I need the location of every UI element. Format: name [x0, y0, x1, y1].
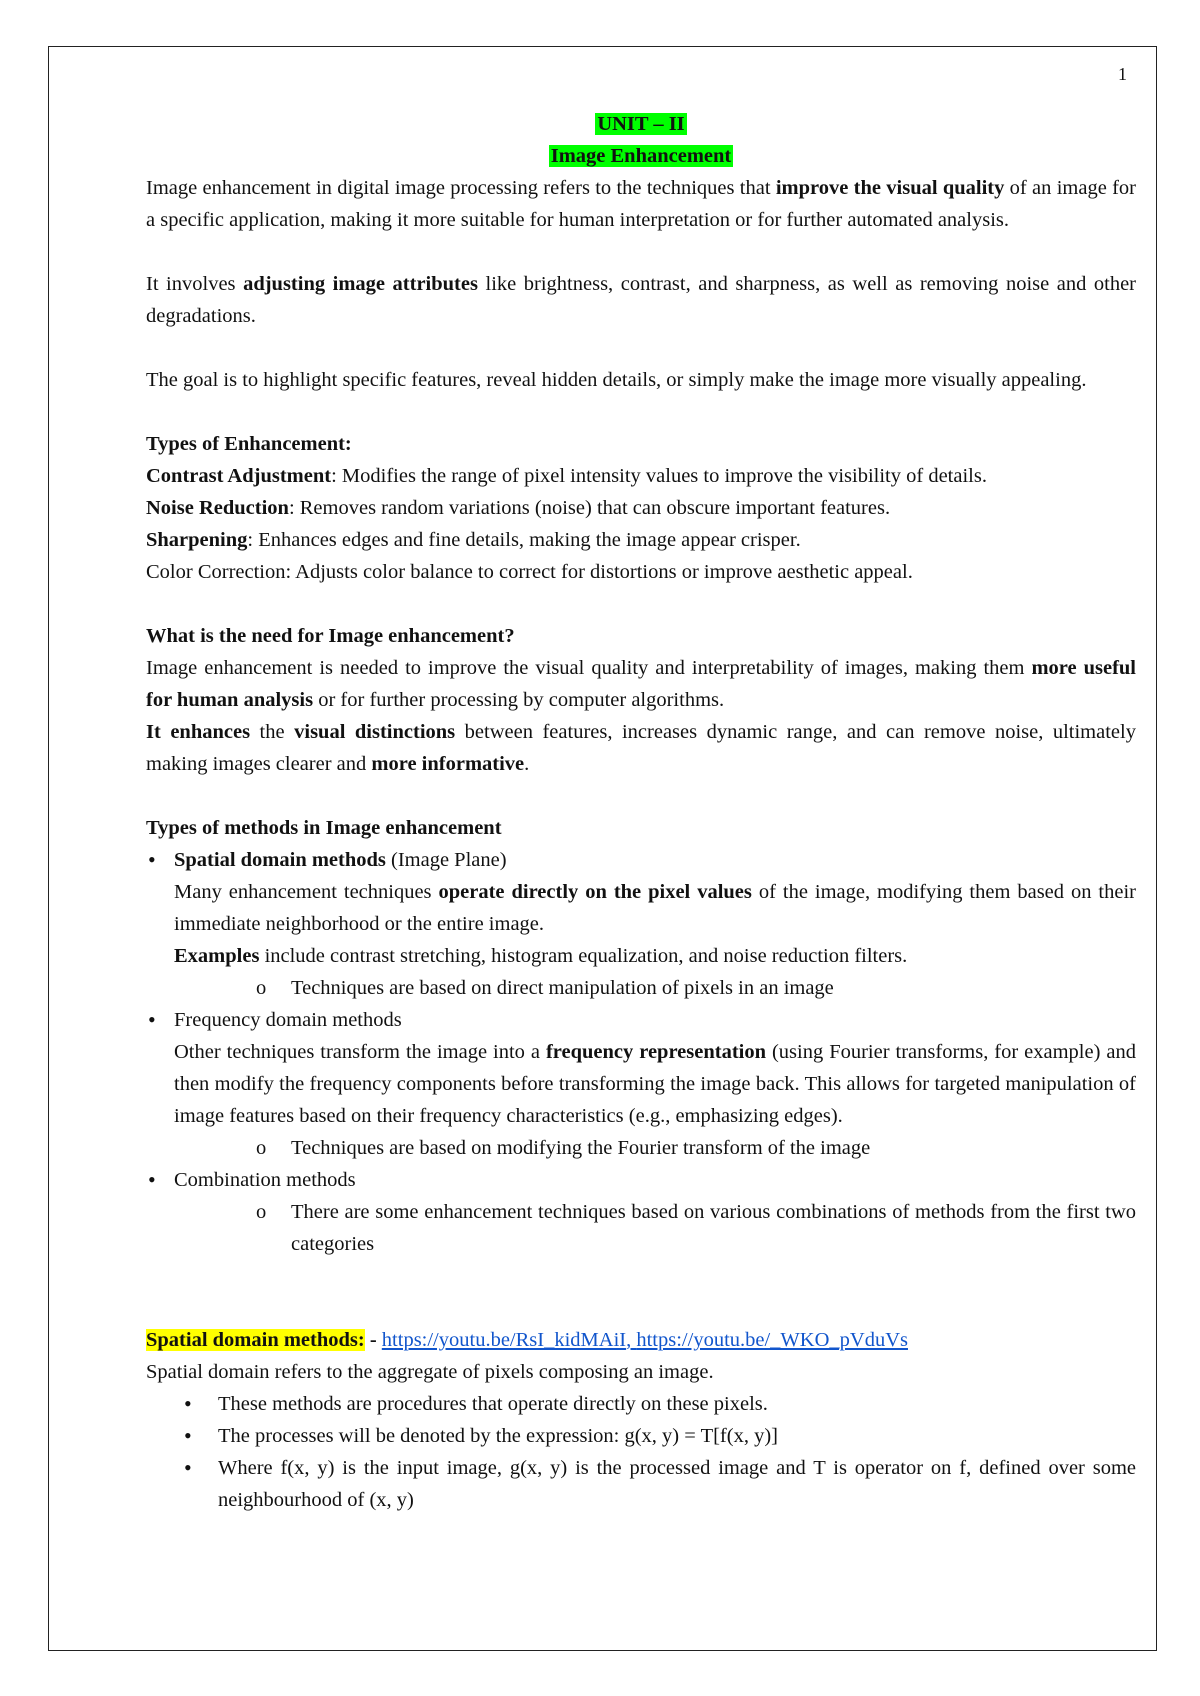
type-item: Color Correction: Adjusts color balance to correct for distortions or improve aesthetic appeal.	[146, 561, 913, 583]
need-heading: What is the need for Image enhancement?	[146, 625, 515, 647]
type-item: Contrast Adjustment: Modifies the range of pixel intensity values to improve the visibility of details.	[146, 465, 987, 487]
list-item: • Where f(x, y) is the input image, g(x, y) is the processed image and T is operator on f, defined over some neighbourhood of (x, y)	[146, 1452, 1136, 1516]
need-paragraph-1: Image enhancement is needed to improve the visual quality and interpretability of images, making them more useful for human analysis or for further processing by computer algorithms.	[146, 657, 1136, 711]
video-link-2[interactable]: https://youtu.be/_WKO_pVduVs	[636, 1329, 908, 1351]
methods-list	[146, 844, 1136, 972]
intro-paragraph-2: It involves adjusting image attributes like brightness, contrast, and sharpness, as well as removing noise and other degradations.	[146, 273, 1137, 327]
sub-list-item: o Techniques are based on direct manipulation of pixels in an image	[256, 977, 834, 999]
sub-list-item: o Techniques are based on modifying the Fourier transform of the image	[256, 1137, 871, 1159]
types-heading: Types of Enhancement:	[146, 433, 352, 455]
type-item: Sharpening: Enhances edges and fine details, making the image appear crisper.	[146, 529, 801, 551]
methods-heading: Types of methods in Image enhancement	[146, 817, 502, 839]
spatial-bullets	[146, 1388, 1136, 1516]
intro-paragraph-1: Image enhancement in digital image processing refers to the techniques that improve the visual quality of an image for a specific application, making it more suitable for human interpretation or for further automated analysis.	[146, 177, 1137, 231]
spatial-section-heading: Spatial domain methods: - https://youtu.be/RsI_kidMAiI, https://youtu.be/_WKO_pVduVs	[146, 1329, 908, 1351]
list-item: • These methods are procedures that operate directly on these pixels.	[146, 1388, 1136, 1420]
page-number: 1	[1118, 64, 1127, 84]
unit-heading: UNIT – II	[597, 113, 685, 135]
list-item: • The processes will be denoted by the expression: g(x, y) = T[f(x, y)]	[146, 1420, 1136, 1452]
sub-list-item: o There are some enhancement techniques based on various combinations of methods from the first two categories	[256, 1201, 1136, 1255]
list-item: • Frequency domain methods Other techniques transform the image into a frequency representation (using Fourier transforms, for example) and then modify the frequency components before transforming the image back. This allows for targeted manipulation of image features based on their frequency characteristics (e.g., emphasizing edges).	[146, 1004, 1136, 1132]
video-link-1[interactable]: https://youtu.be/RsI_kidMAiI	[381, 1329, 627, 1351]
spatial-intro: Spatial domain refers to the aggregate of pixels composing an image.	[146, 1361, 714, 1383]
list-item: • Combination methods	[146, 1164, 1136, 1196]
type-item: Noise Reduction: Removes random variations (noise) that can obscure important features.	[146, 497, 891, 519]
intro-paragraph-3: The goal is to highlight specific features, reveal hidden details, or simply make the image more visually appealing.	[146, 369, 1087, 391]
need-paragraph-2: It enhances the visual distinctions between features, increases dynamic range, and can remove noise, ultimately making images clearer and more informative.	[146, 721, 1136, 775]
list-item: • Spatial domain methods (Image Plane) Many enhancement techniques operate directly on the pixel values of the image, modifying them based on their immediate neighborhood or the entire image. Examples include contrast stretching, histogram equalization, and noise reduction filters.	[146, 844, 1136, 972]
document-body	[146, 108, 1136, 1516]
page-title: Image Enhancement	[550, 145, 732, 167]
